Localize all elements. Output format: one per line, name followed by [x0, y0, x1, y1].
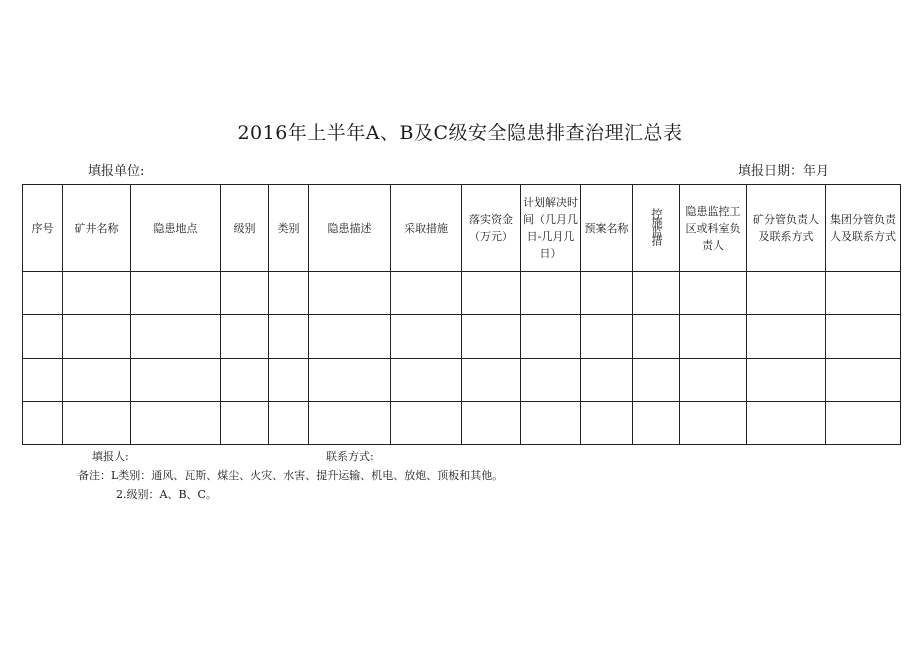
contact-label: 联系方式: [326, 450, 374, 463]
reporting-unit-label: 填报单位: [88, 164, 145, 179]
table-cell [462, 358, 521, 401]
note-category: 备注：L类别：通风、瓦斯、煤尘、火灾、水害、提升运输、机电、放炮、顶板和其他。 [78, 469, 504, 482]
table-cell [462, 315, 521, 358]
table-cell [680, 358, 747, 401]
table-cell [521, 272, 581, 315]
table-cell [221, 272, 269, 315]
table-cell [309, 401, 391, 444]
table-cell [747, 401, 826, 444]
table-cell [23, 401, 63, 444]
table-cell [131, 315, 221, 358]
col-header-hazard-location: 隐患地点 [131, 185, 221, 272]
table-cell [269, 272, 309, 315]
document-title: 2016年上半年A、B及C级安全隐患排查治理汇总表 [237, 122, 683, 144]
table-cell [131, 272, 221, 315]
table-cell [23, 272, 63, 315]
table-cell [63, 315, 131, 358]
reporting-date-label: 填报日期：年月 [738, 164, 830, 179]
col-header-monitoring-responsible: 隐患监控工区或科室负责人 [680, 185, 747, 272]
table-cell [633, 272, 680, 315]
col-header-serial-no: 序号 [23, 185, 63, 272]
table-cell [462, 272, 521, 315]
col-header-measures-taken: 采取措施 [391, 185, 462, 272]
table-cell [747, 272, 826, 315]
table-cell [269, 315, 309, 358]
table-row [23, 401, 901, 444]
col-header-level: 级别 [221, 185, 269, 272]
table-cell [63, 272, 131, 315]
table-cell [633, 401, 680, 444]
table-cell [391, 358, 462, 401]
table-cell [221, 358, 269, 401]
table-cell [633, 358, 680, 401]
table-cell [581, 358, 633, 401]
col-header-contingency-plan-name: 预案名称 [581, 185, 633, 272]
table-cell [521, 358, 581, 401]
table-cell [131, 401, 221, 444]
table-cell [826, 401, 901, 444]
col-header-allocated-funds: 落实资金（万元） [462, 185, 521, 272]
table-cell [391, 401, 462, 444]
table-cell [747, 315, 826, 358]
table-cell [131, 358, 221, 401]
table-body [23, 272, 901, 445]
table-cell [391, 315, 462, 358]
table-cell [826, 315, 901, 358]
hazard-summary-table [22, 184, 901, 445]
table-row [23, 315, 901, 358]
table-header-row [23, 185, 901, 272]
table-cell [826, 358, 901, 401]
table-cell [462, 401, 521, 444]
table-cell [581, 272, 633, 315]
table-cell [309, 358, 391, 401]
col-header-group-manager-contact: 集团分管负责人及联系方式 [826, 185, 901, 272]
table-cell [680, 315, 747, 358]
table-cell [221, 315, 269, 358]
col-header-hazard-description: 隐患描述 [309, 185, 391, 272]
table-row [23, 358, 901, 401]
col-header-category: 类别 [269, 185, 309, 272]
table-cell [63, 358, 131, 401]
table-cell [581, 401, 633, 444]
table-cell [23, 315, 63, 358]
table-cell [391, 272, 462, 315]
col-header-control-measures-text: 控施监措 [650, 207, 663, 244]
col-header-mine-manager-contact: 矿分管负责人及联系方式 [747, 185, 826, 272]
table-cell [23, 358, 63, 401]
table-cell [63, 401, 131, 444]
table-cell [521, 315, 581, 358]
table-cell [680, 401, 747, 444]
col-header-planned-resolution-time: 计划解决时间（几月几日-几月几日） [521, 185, 581, 272]
col-header-mine-name: 矿井名称 [63, 185, 131, 272]
col-header-control-measures [633, 185, 680, 272]
table-cell [309, 272, 391, 315]
table-cell [581, 315, 633, 358]
table-cell [269, 401, 309, 444]
table-cell [633, 315, 680, 358]
table-cell [521, 401, 581, 444]
table-cell [680, 272, 747, 315]
table-cell [826, 272, 901, 315]
table-cell [221, 401, 269, 444]
table-row [23, 272, 901, 315]
note-level: 2.级别：A、B、C。 [116, 488, 217, 501]
table-cell [747, 358, 826, 401]
table-cell [269, 358, 309, 401]
filler-label: 填报人: [92, 450, 129, 463]
table-cell [309, 315, 391, 358]
